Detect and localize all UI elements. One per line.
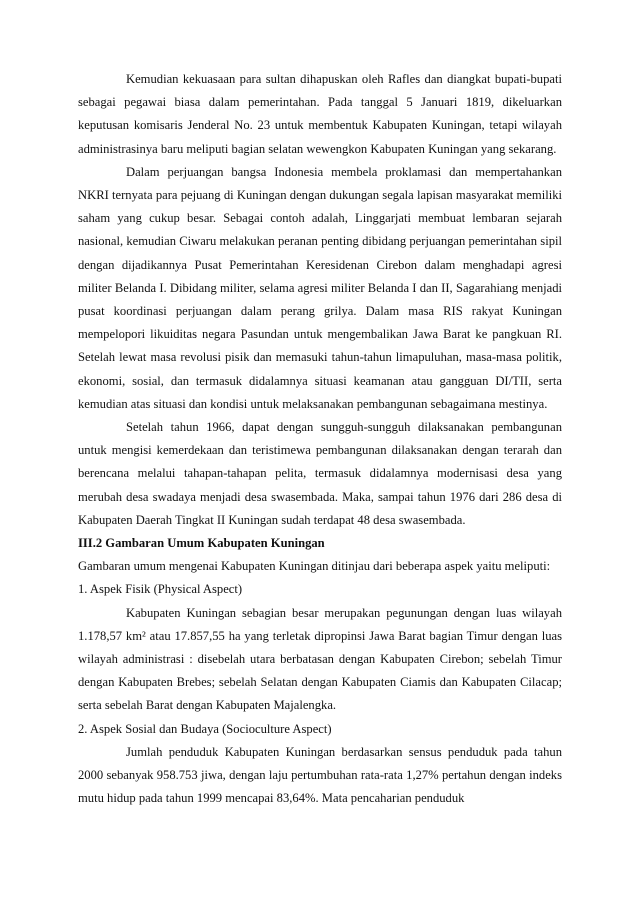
section-heading: III.2 Gambaran Umum Kabupaten Kuningan — [78, 536, 325, 551]
aspect-physical-title: 1. Aspek Fisik (Physical Aspect) — [78, 582, 243, 597]
paragraph-history-regents: Kemudian kekuasaan para sultan dihapuskan oleh Rafles dan diangkat bupati-bupati sebagai pegawai biasa dalam pemerintahan. Pada tanggal 5 Januari 1819, dikeluarkan keputusan komisaris Jenderal No. 23 untuk membentuk Kabupaten Kuningan, tetapi wilayah administrasinya baru meliputi bagian selatan wewengkon Kabupaten Kuningan yang sekarang. — [78, 72, 562, 156]
paragraph-development: Setelah tahun 1966, dapat dengan sungguh-sungguh dilaksanakan pembangunan untuk mengisi kemerdekaan dan teristimewa pembangunan dilaksanakan dengan terarah dan berencana melalui tahapan-tahapan pelita, termasuk didalamnya modernisasi desa yang merubah desa swadaya menjadi desa swasembada. Maka, sampai tahun 1976 dari 286 desa di Kabupaten Daerah Tingkat II Kuningan sudah terdapat 48 desa swasembada. — [78, 420, 562, 527]
aspect-physical-text: Kabupaten Kuningan sebagian besar merupakan pegunungan dengan luas wilayah 1.178,57 km² atau 17.857,55 ha yang terletak dipropinsi Jawa Barat bagian Timur dengan luas wilayah administrasi : disebelah utara berbatasan dengan Kabupaten Cirebon; sebelah Timur dengan Kabupaten Brebes; sebelah Selatan dengan Kabupaten Ciamis dan Kabupaten Cilacap; serta sebelah Barat dengan Kabupaten Majalengka. — [78, 605, 562, 713]
aspect-social-title: 2. Aspek Sosial dan Budaya (Socioculture Aspect) — [78, 721, 332, 736]
intro-line: Gambaran umum mengenai Kabupaten Kuningan ditinjau dari beberapa aspek yaitu meliputi: — [78, 559, 551, 574]
document-page — [78, 68, 562, 811]
paragraph-independence-struggle: Dalam perjuangan bangsa Indonesia membela proklamasi dan mempertahankan NKRI ternyata para pejuang di Kuningan dengan dukungan segala lapisan masyarakat memiliki saham yang cukup besar. Sebagai contoh adalah, Linggarjati membuat lembaran sejarah nasional, kemudian Ciwaru melakukan peranan penting dibidang perjuangan pemerintahan sipil dengan dijadikannya Pusat Pemerintahan Keresidenan Cirebon dalam menghadapi agresi militer Belanda I. Dibidang militer, selama agresi militer Belanda I dan II, Sagarahiang menjadi pusat koordinasi perjuangan dalam perang grilya. Dalam masa RIS rakyat Kuningan mempelopori likuiditas negara Pasundan untuk mengembalikan Jawa Barat ke pangkuan RI. Setelah lewat masa revolusi pisik dan memasuki tahun-tahun limapuluhan, masa-masa politik, ekonomi, sosial, dan termasuk didalamnya situasi keamanan atau gangguan DI/TII, serta kemudian atas situasi dan kondisi untuk melaksanakan pembangunan sebagaimana mestinya. — [78, 164, 562, 411]
aspect-social-text: Jumlah penduduk Kabupaten Kuningan berdasarkan sensus penduduk pada tahun 2000 sebanyak 958.753 jiwa, dengan laju pertumbuhan rata-rata 1,27% pertahun dengan indeks mutu hidup pada tahun 1999 mencapai 83,64%. Mata pencaharian penduduk — [78, 744, 562, 806]
